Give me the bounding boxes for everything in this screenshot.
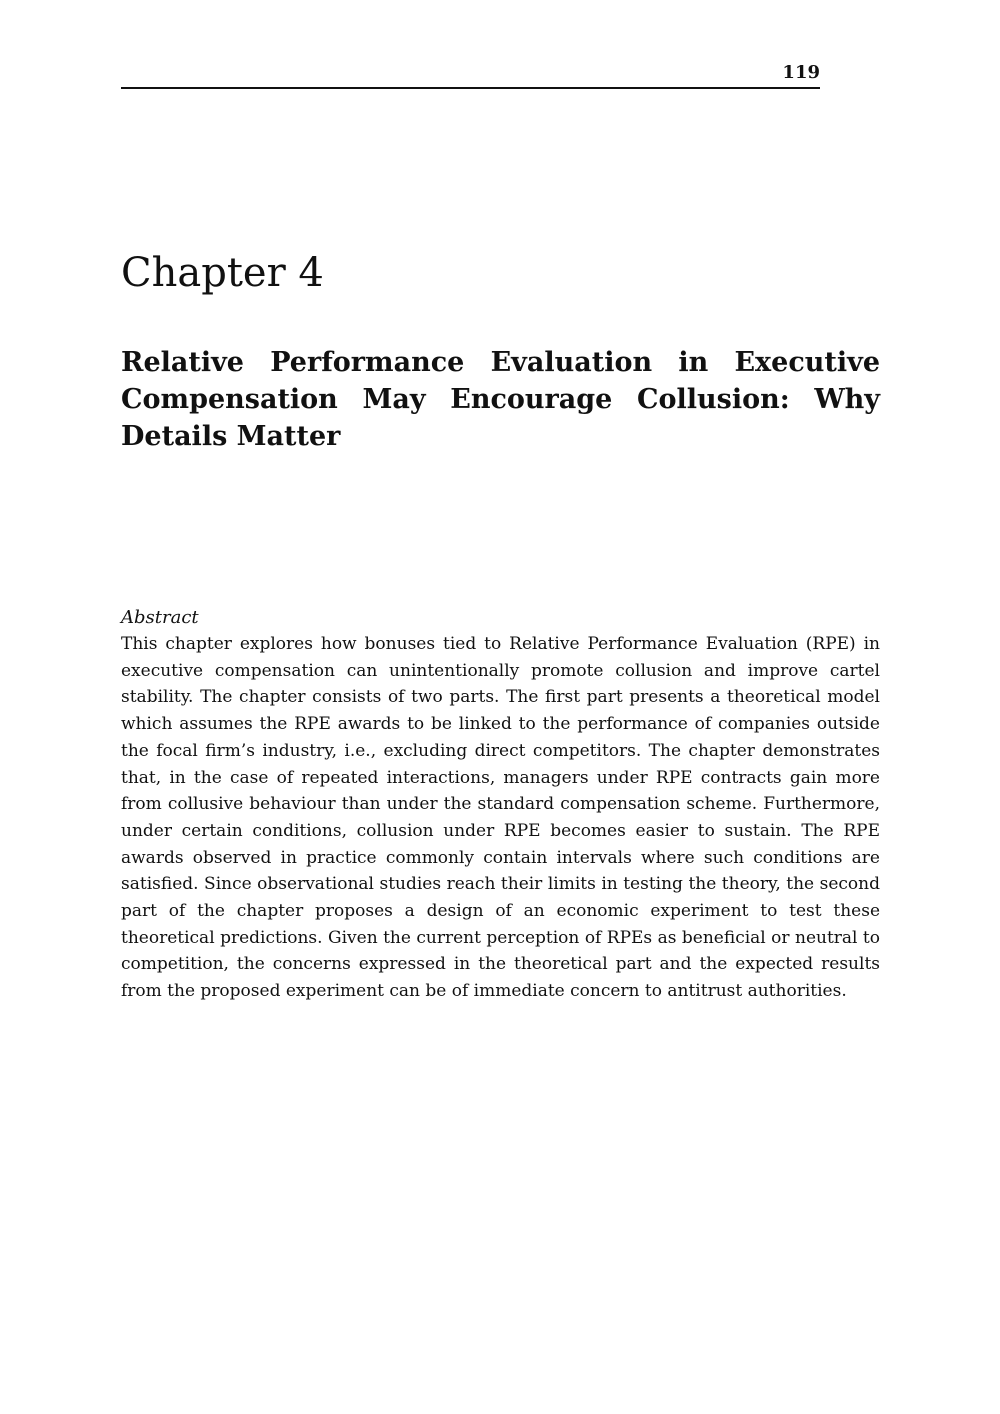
abstract-body: This chapter explores how bonuses tied to Relative Performance Evaluation (RPE) in executive compensation can unintentionally promote collusion and improve cartel stability. The chapter consists of two parts. The first part presents a theoretical model which assumes the RPE awards to be linked to the performance of companies outside the focal firm’s industry, i.e., excluding direct competitors. The chapter demonstrates that, in the case of repeated interactions, managers under RPE contracts gain more from collusive behaviour than under the standard compensation scheme. Furthermore, under certain conditions, collusion under RPE becomes easier to sustain. The RPE awards observed in practice commonly contain intervals where such conditions are satisfied. Since observational studies reach their limits in testing the theory, the second part of the chapter proposes a design of an economic experiment to test these theoretical predictions. Given the current perception of RPEs as beneficial or neutral to competition, the concerns expressed in the theoretical part and the expected results from the proposed experiment can be of immediate concern to antitrust authorities. (121, 634, 880, 1002)
chapter-label: Chapter 4 (121, 250, 324, 296)
chapter-title: Relative Performance Evaluation in Executive Compensation May Encourage Collusion: Why Details Matter (121, 347, 880, 452)
abstract-heading: Abstract (121, 607, 199, 628)
header-rule (121, 87, 820, 89)
page-number: 119 (782, 62, 820, 83)
